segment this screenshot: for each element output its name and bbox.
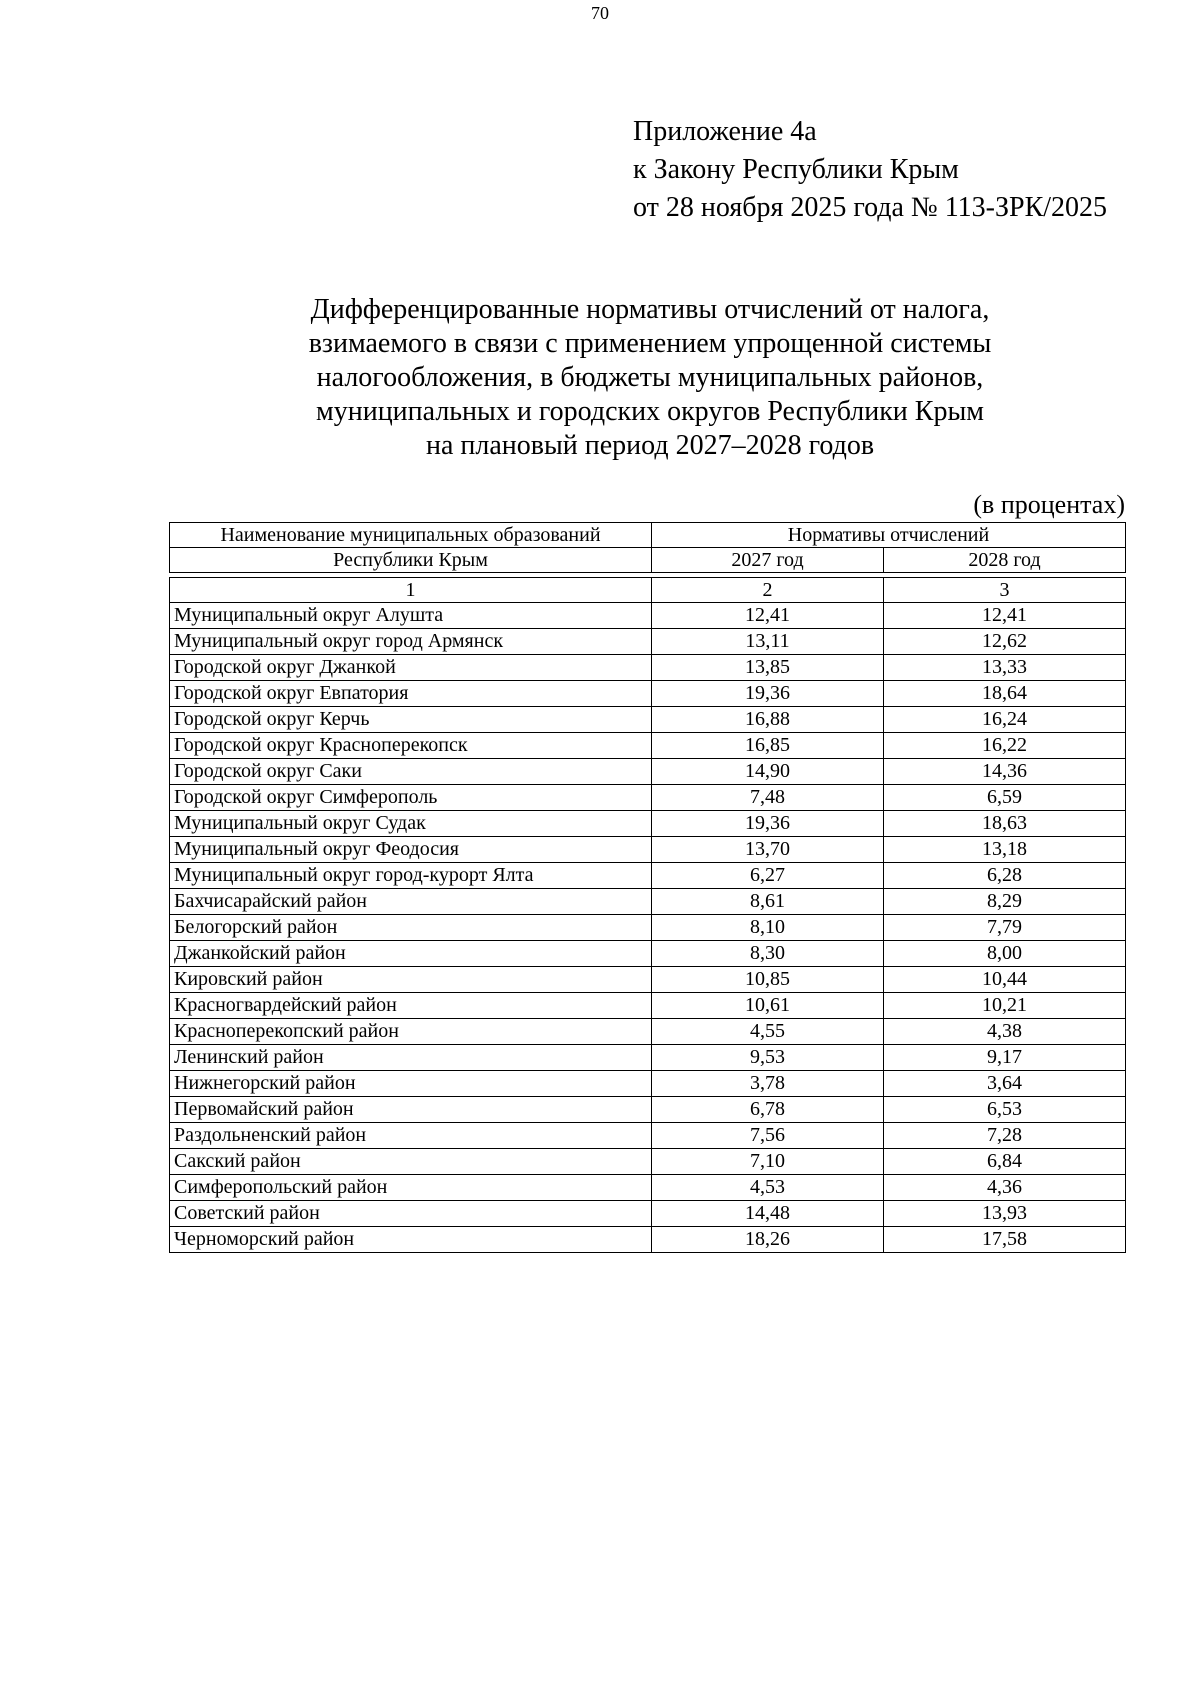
municipality-name-cell: Черноморский район	[170, 1227, 652, 1253]
appendix-line-3: от 28 ноября 2025 года № 113-ЗРК/2025	[633, 192, 1108, 223]
municipality-name-cell: Городской округ Симферополь	[170, 785, 652, 811]
norm-2028-cell: 4,36	[884, 1175, 1126, 1201]
municipality-name-cell: Ленинский район	[170, 1045, 652, 1071]
norm-2028-cell: 16,22	[884, 733, 1126, 759]
table-body	[170, 523, 1126, 1253]
header-group-cell: Нормативы отчислений	[652, 523, 1126, 548]
table-row	[170, 655, 1126, 681]
norm-2027-cell: 7,56	[652, 1123, 884, 1149]
table-header-row-1	[170, 523, 1126, 548]
norm-2027-cell: 9,53	[652, 1045, 884, 1071]
norm-2028-cell: 13,93	[884, 1201, 1126, 1227]
norm-2027-cell: 6,78	[652, 1097, 884, 1123]
table-row	[170, 1201, 1126, 1227]
table-row	[170, 1019, 1126, 1045]
norm-2028-cell: 6,53	[884, 1097, 1126, 1123]
norm-2028-cell: 12,62	[884, 629, 1126, 655]
norm-2027-cell: 6,27	[652, 863, 884, 889]
norm-2027-cell: 7,48	[652, 785, 884, 811]
municipality-name-cell: Раздольненский район	[170, 1123, 652, 1149]
municipality-name-cell: Красноперекопский район	[170, 1019, 652, 1045]
municipality-name-cell: Красногвардейский район	[170, 993, 652, 1019]
municipality-name-cell: Джанкойский район	[170, 941, 652, 967]
header-name-line-2: Республики Крым	[333, 549, 488, 571]
norms-table	[169, 522, 1126, 1253]
norm-2028-cell: 13,33	[884, 655, 1126, 681]
municipality-name-cell: Городской округ Евпатория	[170, 681, 652, 707]
municipality-name-cell: Муниципальный округ Алушта	[170, 603, 652, 629]
units-label: (в процентах)	[973, 490, 1125, 519]
norm-2027-cell: 8,30	[652, 941, 884, 967]
norm-2027-cell: 8,61	[652, 889, 884, 915]
table-row	[170, 759, 1126, 785]
norm-2028-cell: 9,17	[884, 1045, 1126, 1071]
norm-2028-cell: 6,84	[884, 1149, 1126, 1175]
title-line-4: муниципальных и городских округов Республики Крым	[316, 396, 984, 427]
norm-2028-cell: 18,64	[884, 681, 1126, 707]
table-row	[170, 1175, 1126, 1201]
municipality-name-cell: Белогорский район	[170, 915, 652, 941]
norm-2028-cell: 13,18	[884, 837, 1126, 863]
table-row	[170, 993, 1126, 1019]
column-number-1: 1	[170, 578, 652, 603]
norm-2028-cell: 8,29	[884, 889, 1126, 915]
title-line-5: на плановый период 2027–2028 годов	[425, 430, 875, 461]
document-title	[170, 293, 1130, 463]
municipality-name-cell: Городской округ Джанкой	[170, 655, 652, 681]
table-row	[170, 785, 1126, 811]
table-row	[170, 967, 1126, 993]
norm-2027-cell: 19,36	[652, 681, 884, 707]
norm-2028-cell: 7,28	[884, 1123, 1126, 1149]
norm-2028-cell: 7,79	[884, 915, 1126, 941]
norm-2028-cell: 6,28	[884, 863, 1126, 889]
municipality-name-cell: Городской округ Красноперекопск	[170, 733, 652, 759]
header-year-2027: 2027 год	[652, 548, 884, 573]
norm-2027-cell: 3,78	[652, 1071, 884, 1097]
table-row	[170, 1149, 1126, 1175]
norm-2028-cell: 14,36	[884, 759, 1126, 785]
municipality-name-cell: Кировский район	[170, 967, 652, 993]
table-row	[170, 1071, 1126, 1097]
header-name-cell	[170, 523, 652, 548]
table-row	[170, 941, 1126, 967]
column-number-3: 3	[884, 578, 1126, 603]
municipality-name-cell: Первомайский район	[170, 1097, 652, 1123]
municipality-name-cell: Муниципальный округ Судак	[170, 811, 652, 837]
municipality-name-cell: Муниципальный округ Феодосия	[170, 837, 652, 863]
municipality-name-cell: Городской округ Саки	[170, 759, 652, 785]
table-row	[170, 707, 1126, 733]
table-row	[170, 1227, 1126, 1253]
header-name-line-1: Наименование муниципальных образований	[220, 524, 601, 546]
norm-2028-cell: 17,58	[884, 1227, 1126, 1253]
table-header-row-2	[170, 548, 1126, 573]
norm-2027-cell: 13,11	[652, 629, 884, 655]
norm-2027-cell: 4,53	[652, 1175, 884, 1201]
norm-2027-cell: 13,85	[652, 655, 884, 681]
table-row	[170, 603, 1126, 629]
norm-2028-cell: 8,00	[884, 941, 1126, 967]
norm-2027-cell: 13,70	[652, 837, 884, 863]
norm-2027-cell: 18,26	[652, 1227, 884, 1253]
title-line-1: Дифференцированные нормативы отчислений от налога,	[310, 294, 990, 325]
norm-2028-cell: 18,63	[884, 811, 1126, 837]
norm-2027-cell: 14,48	[652, 1201, 884, 1227]
appendix-line-2: к Закону Республики Крым	[633, 154, 959, 185]
table-row	[170, 1097, 1126, 1123]
table-row	[170, 837, 1126, 863]
table-row	[170, 1045, 1126, 1071]
norm-2027-cell: 16,85	[652, 733, 884, 759]
table-row	[170, 811, 1126, 837]
page-number: 70	[591, 3, 609, 23]
norm-2028-cell: 16,24	[884, 707, 1126, 733]
table-row	[170, 1123, 1126, 1149]
municipality-name-cell: Бахчисарайский район	[170, 889, 652, 915]
table-row	[170, 681, 1126, 707]
norm-2027-cell: 10,85	[652, 967, 884, 993]
norm-2027-cell: 4,55	[652, 1019, 884, 1045]
table-row	[170, 889, 1126, 915]
municipality-name-cell: Городской округ Керчь	[170, 707, 652, 733]
title-line-3: налогообложения, в бюджеты муниципальных районов,	[316, 362, 984, 393]
municipality-name-cell: Муниципальный округ город Армянск	[170, 629, 652, 655]
norm-2028-cell: 4,38	[884, 1019, 1126, 1045]
header-name-cell-2	[170, 548, 652, 573]
norm-2028-cell: 10,44	[884, 967, 1126, 993]
table-row	[170, 629, 1126, 655]
header-year-2028: 2028 год	[884, 548, 1126, 573]
norm-2027-cell: 12,41	[652, 603, 884, 629]
municipality-name-cell: Советский район	[170, 1201, 652, 1227]
norm-2027-cell: 8,10	[652, 915, 884, 941]
norm-2027-cell: 7,10	[652, 1149, 884, 1175]
norm-2027-cell: 16,88	[652, 707, 884, 733]
norm-2028-cell: 3,64	[884, 1071, 1126, 1097]
norm-2027-cell: 14,90	[652, 759, 884, 785]
norm-2027-cell: 10,61	[652, 993, 884, 1019]
municipality-name-cell: Сакский район	[170, 1149, 652, 1175]
appendix-block	[633, 113, 1107, 227]
column-number-2: 2	[652, 578, 884, 603]
title-line-2: взимаемого в связи с применением упрощенной системы	[308, 328, 992, 359]
table-row	[170, 733, 1126, 759]
municipality-name-cell: Муниципальный округ город-курорт Ялта	[170, 863, 652, 889]
column-number-row	[170, 578, 1126, 603]
norm-2028-cell: 10,21	[884, 993, 1126, 1019]
norm-2028-cell: 6,59	[884, 785, 1126, 811]
norm-2027-cell: 19,36	[652, 811, 884, 837]
norm-2028-cell: 12,41	[884, 603, 1126, 629]
appendix-line-1: Приложение 4а	[633, 116, 817, 147]
municipality-name-cell: Нижнегорский район	[170, 1071, 652, 1097]
table-row	[170, 863, 1126, 889]
municipality-name-cell: Симферопольский район	[170, 1175, 652, 1201]
table-row	[170, 915, 1126, 941]
